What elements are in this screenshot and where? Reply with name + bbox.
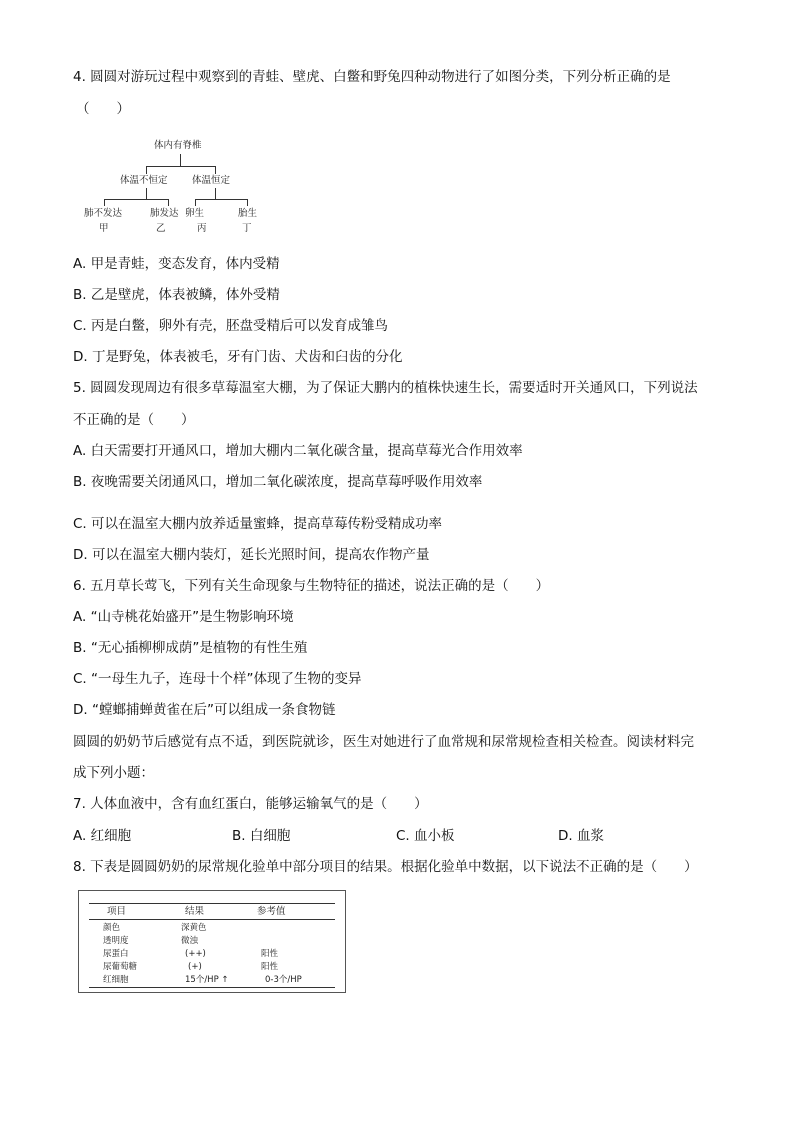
tree-left-node: 体温不恒定 [120,175,168,186]
q5-option-d: D. 可以在温室大棚内装灯，延长光照时间，提高农作物产量 [73,547,430,563]
table-cell: 阳性 [261,962,279,972]
q5-option-c: C. 可以在温室大棚内放养适量蜜蜂，提高草莓传粉受精成功率 [73,516,443,532]
table-cell: 阳性 [261,949,279,959]
table-cell: 0-3个/HP [265,975,302,985]
q5-option-a: A. 白天需要打开通风口，增加大棚内二氧化碳含量，提高草莓光合作用效率 [73,443,523,459]
q6-stem: 6. 五月草长莺飞，下列有关生命现象与生物特征的描述，说法正确的是（ ） [73,578,550,594]
q4-option-d: D. 丁是野兔，体表被毛，牙有门齿、犬齿和臼齿的分化 [73,349,403,365]
q4-stem: 4. 圆圆对游玩过程中观察到的青蛙、壁虎、白鳖和野兔四种动物进行了如图分类，下列分析正确的是 [73,69,671,85]
tree-leaf: 胎生 [238,208,258,219]
q7-stem: 7. 人体血液中，含有血红蛋白，能够运输氧气的是（ ） [73,796,428,812]
urinalysis-table [78,890,346,993]
table-cell: 深黄色 [181,923,207,933]
table-cell: (++) [185,949,206,959]
material-text-cont: 成下列小题： [73,765,154,781]
q4-option-b: B. 乙是壁虎，体表被鳞，体外受精 [73,287,280,303]
tree-right-node: 体温恒定 [192,175,231,186]
tree-leaf: 肺发达 [150,208,179,219]
q5-stem: 5. 圆圆发现周边有很多草莓温室大棚，为了保证大鹏内的植株快速生长，需要适时开关通风口，下列说法 [73,380,698,396]
classification-diagram [78,134,268,238]
q6-option-a: A. “山寺桃花始盛开”是生物影响环境 [73,609,294,625]
tree-leaf: 卵生 [185,208,205,219]
tree-leaf-label: 甲 [99,223,109,234]
table-header: 项目 [107,906,127,917]
table-cell: 红细胞 [103,975,129,985]
table-cell: 尿蛋白 [103,949,129,959]
q7-option-c: C. 血小板 [396,828,455,844]
table-header: 结果 [185,906,205,917]
table-cell: 透明度 [103,936,129,946]
q7-option-b: B. 白细胞 [232,828,291,844]
q8-stem: 8. 下表是圆圆奶奶的尿常规化验单中部分项目的结果。根据化验单中数据，以下说法不正确的是（ ） [73,859,698,875]
q7-option-a: A. 红细胞 [73,828,132,844]
q5-option-b: B. 夜晚需要关闭通风口，增加二氧化碳浓度，提高草莓呼吸作用效率 [73,474,483,490]
table-header: 参考值 [257,906,286,917]
table-cell: 15个/HP ↑ [185,975,229,985]
table-cell: (+) [188,962,202,972]
tree-leaf-label: 丙 [197,223,207,234]
tree-leaf: 肺不发达 [84,208,123,219]
material-text: 圆圆的奶奶节后感觉有点不适，到医院就诊，医生对她进行了血常规和尿常规检查相关检查。阅读材料完 [73,734,694,750]
table-cell: 微浊 [181,936,199,946]
q4-answer-paren: （ ） [76,101,130,117]
table-cell: 颜色 [103,923,121,933]
table-cell: 尿葡萄糖 [103,962,138,972]
q5-stem-cont: 不正确的是（ ） [73,412,195,428]
q4-option-c: C. 丙是白鳖，卵外有壳，胚盘受精后可以发育成雏鸟 [73,318,389,334]
tree-leaf-label: 丁 [242,223,252,234]
q6-option-d: D. “螳螂捕蝉黄雀在后”可以组成一条食物链 [73,702,336,718]
q6-option-c: C. “一母生九子，连母十个样”体现了生物的变异 [73,671,362,687]
tree-leaf-label: 乙 [156,223,166,234]
q7-option-d: D. 血浆 [558,828,604,844]
tree-root: 体内有脊椎 [154,140,202,151]
q4-option-a: A. 甲是青蛙，变态发育，体内受精 [73,256,280,272]
q6-option-b: B. “无心插柳柳成荫”是植物的有性生殖 [73,640,308,656]
